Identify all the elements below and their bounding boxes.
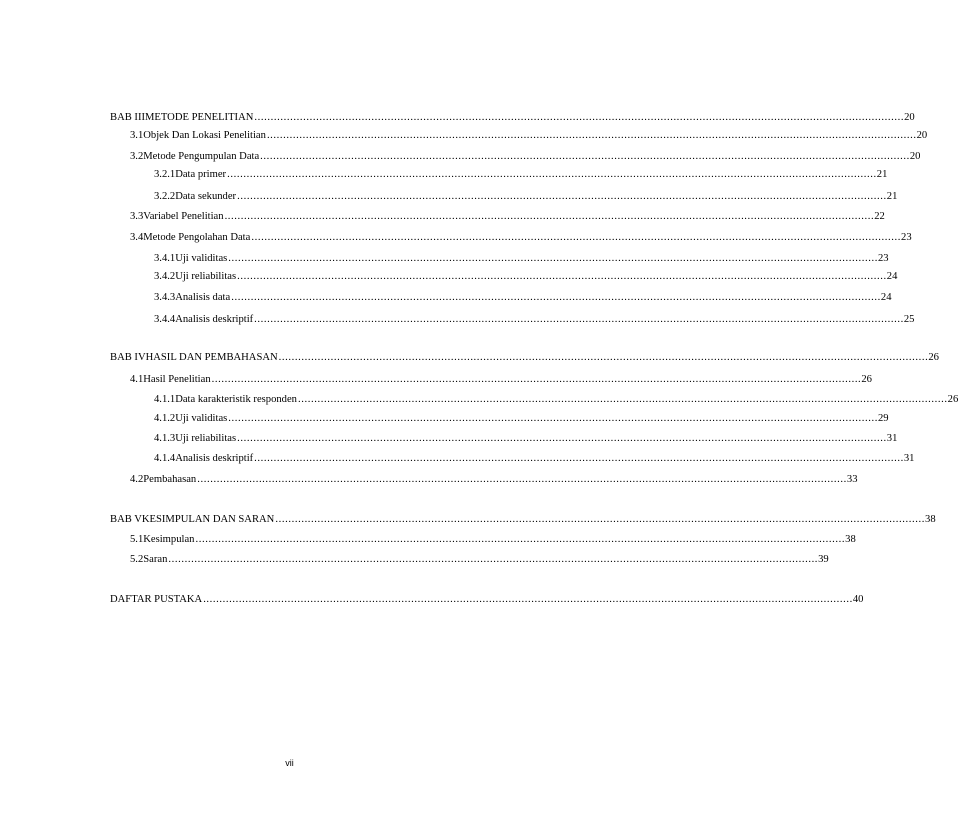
toc-entry-number: BAB III bbox=[110, 112, 146, 123]
toc-entry[interactable] bbox=[130, 532, 856, 548]
toc-entry[interactable] bbox=[154, 167, 888, 183]
toc-entry-number: 3.2.1 bbox=[154, 169, 176, 180]
dot-leader: ........................................................................................................................................................................................................ bbox=[224, 211, 875, 222]
dot-leader: ........................................................................................................................................................................................................ bbox=[237, 271, 887, 282]
dot-leader: ........................................................................................................................................................................................................ bbox=[260, 151, 910, 162]
dot-leader: ........................................................................................................................................................................................................ bbox=[237, 433, 887, 444]
toc-entry-page: 23 bbox=[901, 232, 912, 243]
toc-entry-page: 38 bbox=[925, 514, 936, 525]
toc-entry-number: 4.1 bbox=[130, 374, 144, 385]
toc-entry[interactable] bbox=[130, 209, 885, 225]
toc-entry-page: 21 bbox=[876, 169, 888, 180]
toc-entry[interactable] bbox=[130, 472, 858, 488]
toc-entry[interactable] bbox=[130, 230, 912, 246]
toc-entry-title: Pembahasan bbox=[143, 474, 197, 485]
toc-entry-number: 5.2 bbox=[130, 554, 144, 565]
dot-leader: ........................................................................................................................................................................................................ bbox=[275, 514, 926, 525]
toc-entry[interactable] bbox=[154, 290, 892, 306]
toc-entry-page: 24 bbox=[886, 271, 898, 282]
toc-entry[interactable] bbox=[154, 251, 889, 267]
toc-entry-number: 3.4.2 bbox=[154, 271, 176, 282]
toc-entry-page: 22 bbox=[874, 211, 885, 222]
toc-entry[interactable] bbox=[154, 392, 958, 408]
toc-entry-page: 26 bbox=[928, 352, 939, 363]
dot-leader: ........................................................................................................................................................................................................ bbox=[227, 169, 877, 180]
dot-leader: ........................................................................................................................................................................................................ bbox=[254, 453, 904, 464]
toc-entry-number: 3.4.4 bbox=[154, 314, 176, 325]
toc-entry[interactable] bbox=[154, 431, 898, 447]
toc-entry-number: 5.1 bbox=[130, 534, 144, 545]
toc-entry-page: 20 bbox=[909, 151, 921, 162]
dot-leader: ........................................................................................................................................................................................................ bbox=[237, 191, 887, 202]
toc-entry-page: 40 bbox=[852, 594, 864, 605]
toc-entry-title: Objek Dan Lokasi Penelitian bbox=[143, 130, 266, 141]
toc-entry-page: 25 bbox=[903, 314, 915, 325]
toc-entry-title: Data primer bbox=[175, 169, 227, 180]
dot-leader: ........................................................................................................................................................................................................ bbox=[203, 594, 853, 605]
toc-entry[interactable] bbox=[110, 350, 939, 366]
toc-entry-page: 33 bbox=[846, 474, 858, 485]
toc-entry[interactable] bbox=[110, 512, 936, 528]
toc-entry-title: Analisis data bbox=[175, 292, 231, 303]
toc-entry-title: Uji reliabilitas bbox=[175, 271, 237, 282]
toc-entry-number: 3.1 bbox=[130, 130, 144, 141]
toc-entry-title: Analisis deskriptif bbox=[175, 453, 254, 464]
dot-leader: ........................................................................................................................................................................................................ bbox=[228, 253, 878, 264]
toc-entry-title: Analisis deskriptif bbox=[175, 314, 254, 325]
dot-leader: ........................................................................................................................................................................................................ bbox=[278, 352, 929, 363]
toc-entry-title: HASIL DAN PEMBAHASAN bbox=[145, 352, 278, 363]
toc-entry[interactable] bbox=[154, 269, 898, 285]
toc-entry-number: 3.4 bbox=[130, 232, 144, 243]
toc-entry-title: DAFTAR PUSTAKA bbox=[110, 594, 203, 605]
toc-entry-page: 26 bbox=[947, 394, 958, 405]
toc-entry-number: 3.4.3 bbox=[154, 292, 176, 303]
toc-entry-page: 26 bbox=[861, 374, 872, 385]
toc-entry[interactable] bbox=[130, 128, 928, 144]
toc-entry-page: 23 bbox=[877, 253, 889, 264]
toc-entry-title: Data sekunder bbox=[175, 191, 237, 202]
toc-entry-number: BAB V bbox=[110, 514, 142, 525]
dot-leader: ........................................................................................................................................................................................................ bbox=[211, 374, 862, 385]
toc-entry[interactable] bbox=[110, 110, 915, 126]
toc-entry[interactable] bbox=[154, 189, 898, 205]
dot-leader: ........................................................................................................................................................................................................ bbox=[195, 534, 846, 545]
dot-leader: ........................................................................................................................................................................................................ bbox=[254, 112, 905, 123]
toc-entry-number: 4.1.1 bbox=[154, 394, 176, 405]
toc-entry-title: METODE PENELITIAN bbox=[145, 112, 254, 123]
toc-entry-number: 3.4.1 bbox=[154, 253, 176, 264]
dot-leader: ........................................................................................................................................................................................................ bbox=[266, 130, 917, 141]
toc-entry-number: 4.1.4 bbox=[154, 453, 176, 464]
toc-entry-page: 38 bbox=[845, 534, 856, 545]
dot-leader: ........................................................................................................................................................................................................ bbox=[254, 314, 904, 325]
toc-entry-number: 4.1.2 bbox=[154, 413, 176, 424]
toc-entry-title: Metode Pengolahan Data bbox=[143, 232, 251, 243]
toc-entry-number: BAB IV bbox=[110, 352, 146, 363]
toc-entry[interactable] bbox=[154, 312, 915, 328]
toc-entry-title: Kesimpulan bbox=[143, 534, 195, 545]
toc-entry-page: 20 bbox=[904, 112, 915, 123]
toc-entry-number: 3.2 bbox=[130, 151, 144, 162]
toc-entry-number: 3.2.2 bbox=[154, 191, 176, 202]
dot-leader: ........................................................................................................................................................................................................ bbox=[197, 474, 847, 485]
dot-leader: ........................................................................................................................................................................................................ bbox=[251, 232, 902, 243]
toc-entry-title: Data karakteristik responden bbox=[175, 394, 297, 405]
toc-entry-page: 29 bbox=[877, 413, 889, 424]
toc-entry[interactable] bbox=[130, 552, 829, 568]
dot-leader: ........................................................................................................................................................................................................ bbox=[228, 413, 878, 424]
toc-entry[interactable] bbox=[130, 372, 872, 388]
toc-entry-page: 31 bbox=[886, 433, 898, 444]
toc-entry-title: Hasil Penelitian bbox=[143, 374, 211, 385]
toc-entry-number: 4.2 bbox=[130, 474, 144, 485]
toc-entry-title: KESIMPULAN DAN SARAN bbox=[141, 514, 275, 525]
toc-entry[interactable] bbox=[154, 451, 915, 467]
toc-entry-title: Uji reliabilitas bbox=[175, 433, 237, 444]
dot-leader: ........................................................................................................................................................................................................ bbox=[168, 554, 819, 565]
toc-entry-page: 24 bbox=[880, 292, 892, 303]
toc-entry-title: Saran bbox=[143, 554, 168, 565]
toc-entry-title: Uji validitas bbox=[175, 253, 228, 264]
toc-entry-page: 39 bbox=[818, 554, 829, 565]
dot-leader: ........................................................................................................................................................................................................ bbox=[231, 292, 881, 303]
toc-entry-title: Metode Pengumpulan Data bbox=[143, 151, 260, 162]
toc-entry-page: 20 bbox=[916, 130, 928, 141]
toc-entry-page: 31 bbox=[903, 453, 915, 464]
toc-entry[interactable] bbox=[130, 149, 921, 165]
toc-entry-number: 3.3 bbox=[130, 211, 144, 222]
toc-entry[interactable] bbox=[110, 592, 864, 608]
toc-entry-number: 4.1.3 bbox=[154, 433, 176, 444]
page-number: vii bbox=[285, 758, 294, 768]
dot-leader: ........................................................................................................................................................................................................ bbox=[297, 394, 948, 405]
toc-entry-title: Variabel Penelitian bbox=[143, 211, 224, 222]
toc-entry[interactable] bbox=[154, 411, 889, 427]
toc-entry-title: Uji validitas bbox=[175, 413, 228, 424]
toc-entry-page: 21 bbox=[886, 191, 898, 202]
